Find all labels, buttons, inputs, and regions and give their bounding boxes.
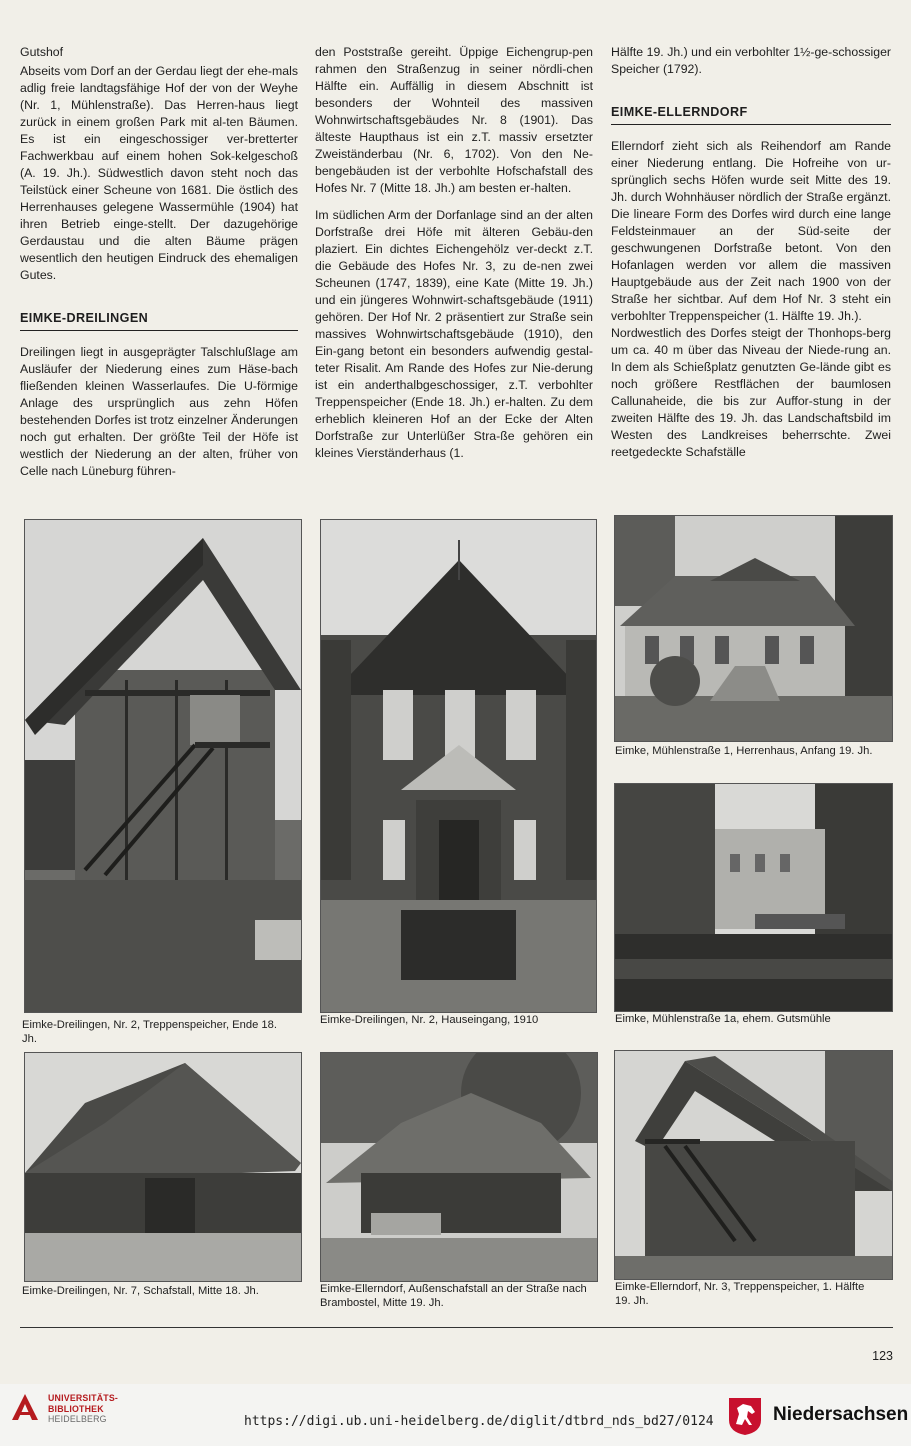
state-name: Niedersachsen — [773, 1404, 909, 1425]
caption-treppenspeicher-ellerndorf: Eimke-Ellerndorf, Nr. 3, Treppenspeicher, 1. Hälfte 19. Jh. — [615, 1281, 865, 1307]
section-lead-gutshof: Gutshof — [20, 45, 64, 59]
paragraph-suedlicher-arm: Im südlichen Arm der Dorfanlage sind an der alten Dorfstraße drei Höfe mit älteren Gebäu-den plaziert. Ein dichtes Eichengehölz ver-deckt z.T. die Gebäude des Hofes Nr. 3, zu de-nen zwei Scheunen (1747, 1839), eine Kate (Mitte 19. Jh.) und ein jüngeres Wohnwirt-schaftsgebäude (1911) gehören. Der Hof Nr. 2 präsentiert zur Straße sein massives Wohnwirtschaftsgebäude (1910), den Ein-gang betont ein besonders aufwendig gestal-teter Risalit. Am Rande des Hofes zur Nie-derung ist ein anderthalbgeschossiger, z.T. verbohlter Treppenspeicher (Ende 18. Jh.) er-halten. Zu dem erheblich kleineren Hof an der Ecke der Alten Dorfstraße zur Unterlüßer Stra-ße gehören ein kleines Vierständerhaus (1. — [315, 208, 593, 460]
paragraph-thonhopsberg: Nordwestlich des Dorfes steigt der Thonhops-berg um ca. 40 m über das Niveau der Niede-rung an. In dem als Schießplatz genutzten Ge-lände gibt es noch größere Restflächen der baumlosen Callunaheide, die bis zur Auffor-stung in der zweiten Hälfte des 19. Jh. das Landschaftsbild im Westen des Landkreises beherrschte. Zwei reetgedeckte Schafställe — [611, 326, 891, 459]
library-name — [48, 1393, 118, 1425]
caption-herrenhaus: Eimke, Mühlenstraße 1, Herrenhaus, Anfang 19. Jh. — [615, 745, 873, 757]
caption-treppenspeicher-dreilingen: Eimke-Dreilingen, Nr. 2, Treppenspeicher, Ende 18. Jh. — [22, 1019, 277, 1045]
library-name-line2: BIBLIOTHEK — [48, 1403, 104, 1414]
paragraph-poststrasse: den Poststraße gereiht. Üppige Eichengrup-pen rahmen den Straßenzug in seiner nördli-chen Hälfte ein. Auffällig in diesem Abschnitt ist besonders der Wohnteil des massiven Wohnwirtschaftsgebäudes Nr. 8 (1901). Das älteste Haupthaus ist ein z.T. massiv ersetzter Zweiständerbau (Nr. 6, 1702). Von den Ne-bengebäuden ist der verbohlte Hofschafstall des Hofes Nr. 7 (Mitte 18. Jh.) am besten er-halten. — [315, 45, 593, 195]
text-column-3 — [611, 44, 891, 461]
caption-gutsmuehle: Eimke, Mühlenstraße 1a, ehem. Gutsmühle — [615, 1013, 831, 1025]
ub-heidelberg-logo-icon — [10, 1392, 40, 1422]
niedersachsen-horse-logo-icon — [727, 1396, 763, 1436]
text-column-1 — [20, 44, 298, 480]
photo-treppenspeicher-ellerndorf — [614, 1050, 893, 1280]
paragraph-speicher: Hälfte 19. Jh.) und ein verbohlter 1½-ge-schossiger Speicher (1792). — [611, 45, 891, 76]
caption-schafstall-dreilingen: Eimke-Dreilingen, Nr. 7, Schafstall, Mitte 18. Jh. — [22, 1285, 259, 1297]
page-bottom-rule — [20, 1327, 893, 1328]
text-column-2 — [315, 44, 593, 462]
photo-hauseingang-dreilingen — [320, 519, 597, 1013]
paragraph-dreilingen: Dreilingen liegt in ausgeprägter Talschlußlage am Ausläufer der Niederung eines zum Häse-bach fließenden kleinen Wasserlaufes. Die U-förmige Anlage des ursprünglich aus zehn Höfen bestehenden Dorfes ist trotz einzelner Änderungen noch gut erhalten. Der größte Teil der Höfe ist westlich der Niederung an der alten, früher von Celle nach Lüneburg führen- — [20, 345, 298, 478]
source-url-link[interactable]: https://digi.ub.uni-heidelberg.de/diglit/dtbrd_nds_bd27/0124 — [244, 1414, 714, 1429]
library-name-line3: HEIDELBERG — [48, 1414, 107, 1424]
photo-gutsmuehle — [614, 783, 893, 1012]
paragraph-gutshof: Abseits vom Dorf an der Gerdau liegt der ehe-mals adlig freie landtagsfähige Hof der von der Weyhe (Nr. 1, Mühlenstraße). Das Herren-haus liegt zurück in einem großen Park mit al-ten Bäumen. Es ist ein eingeschossiger ver-bretterter Fachwerkbau auf einem hohen Sok-kelgeschoß (A. 19. Jh.). Südwestlich davon steht noch das Teilstück einer Scheune von 1681. Die östlich des Herrenhauses gelegene Wassermühle (1904) hat ihren Betrieb einge-stellt. Der dazugehörige Gerdaustau und die alten Bäume prägen wesentlich den heutigen Eindruck des ehemaligen Gutes. — [20, 64, 298, 282]
photo-treppenspeicher-dreilingen — [24, 519, 302, 1013]
photo-herrenhaus-muehlenstrasse — [614, 515, 893, 742]
caption-hauseingang-dreilingen: Eimke-Dreilingen, Nr. 2, Hauseingang, 1910 — [320, 1014, 539, 1026]
library-name-line1: UNIVERSITÄTS- — [48, 1393, 119, 1403]
photo-schafstall-dreilingen — [24, 1052, 302, 1282]
heading-eimke-dreilingen: EIMKE-DREILINGEN — [20, 310, 298, 331]
caption-aussenschafstall-ellerndorf: Eimke-Ellerndorf, Außenschafstall an der Straße nach Brambostel, Mitte 19. Jh. — [320, 1283, 587, 1309]
heading-eimke-ellerndorf: EIMKE-ELLERNDORF — [611, 104, 891, 125]
page-number: 123 — [872, 1349, 893, 1363]
paragraph-ellerndorf: Ellerndorf zieht sich als Reihendorf am Rande einer Niederung entlang. Die Hofreihe von ur-sprünglich sechs Höfen wurde seit Mitte des 19. Jh. durch Wohnhäuser nördlich der Straße ergänzt. Die lineare Form des Dorfes wird durch eine lange Feldsteinmauer an der Süd-seite der geschwungenen Dorfstraße betont. Von den Hofanlagen werden vor allem die massiven Hauptgebäude aus der Zeit nach 1900 von der Straße her sichtbar. Auf dem Hof Nr. 3 steht ein verbohlter Treppenspeicher (1. Hälfte 19. Jh.). — [611, 139, 891, 323]
photo-aussenschafstall-ellerndorf — [320, 1052, 598, 1282]
digitization-footer — [0, 1384, 911, 1446]
